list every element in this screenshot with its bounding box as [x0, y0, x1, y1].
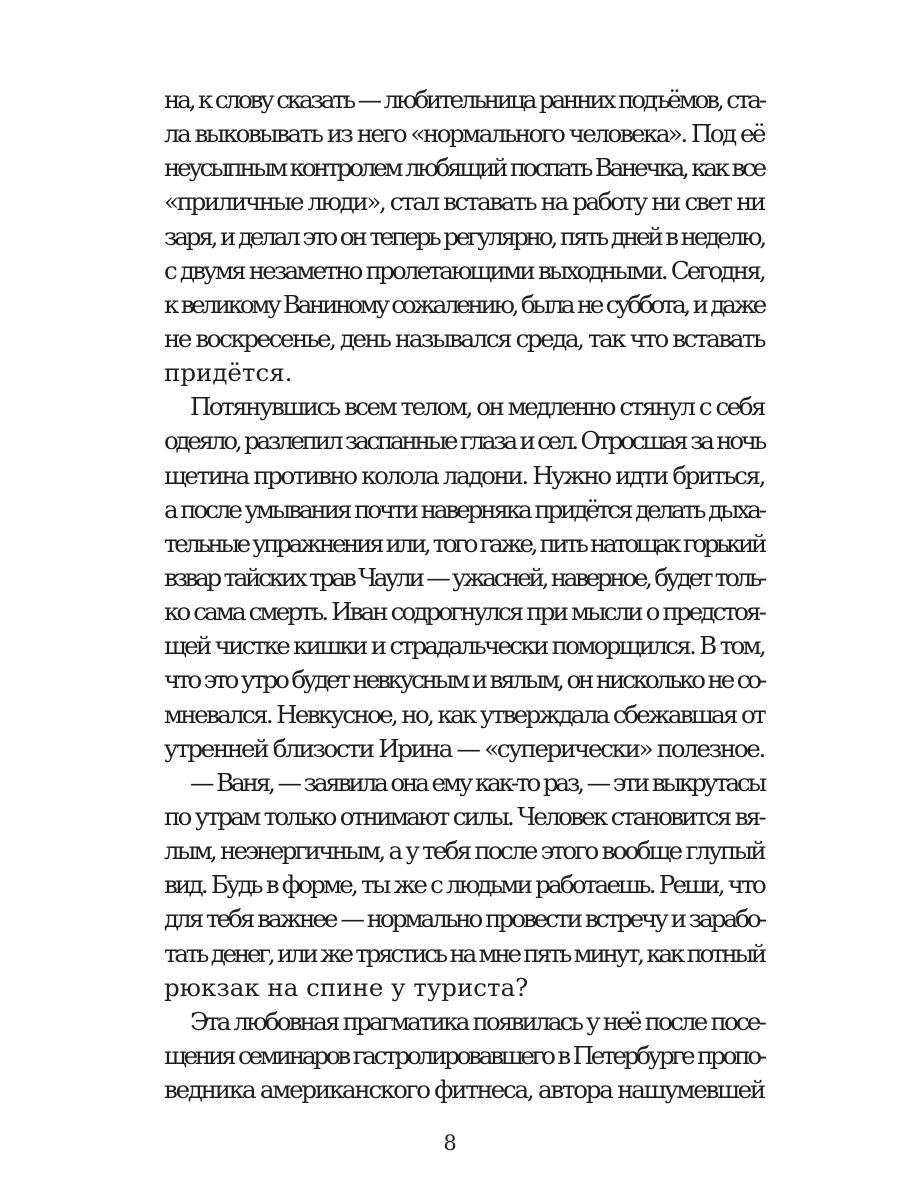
text-line: — Ваня, — заявила она ему как-то раз, — эти выкрутасы: [190, 767, 764, 797]
paragraph: [164, 390, 764, 766]
text-line: по утрам только отнимают силы. Человек становится вя-: [164, 801, 764, 831]
text-line: лым, неэнергичным, а у тебя после этого вообще глупый: [164, 836, 764, 866]
text-line: щетина противно колола ладони. Нужно идти бриться,: [164, 460, 764, 490]
text-line: к великому Ваниному сожалению, была не суббота, и даже: [164, 289, 764, 319]
text-line: ла выковывать из него «нормального человека». Под её: [164, 119, 764, 149]
text-line: щей чистке кишки и страдальчески поморщился. В том,: [164, 631, 764, 661]
text-line: неусыпным контролем любящий поспать Ванечка, как все: [164, 153, 764, 183]
text-line: с двумя незаметно пролетающими выходными. Сегодня,: [164, 255, 764, 285]
body-text: [164, 83, 764, 1107]
text-line: вид. Будь в форме, ты же с людьми работаешь. Реши, что: [164, 870, 764, 900]
text-line: не воскресенье, день назывался среда, так что вставать: [164, 323, 764, 353]
text-line: щения семинаров гастролировавшего в Петербурге пропо-: [164, 1040, 764, 1070]
paragraph: [164, 83, 764, 390]
text-line: на, к слову сказать — любительница ранних подъёмов, ста-: [164, 85, 764, 114]
text-line: рюкзак на спине у туриста?: [164, 972, 529, 1002]
text-line: заря, и делал это он теперь регулярно, пять дней в неделю,: [164, 221, 764, 251]
text-line: тельные упражнения или, того гаже, пить натощак горький: [164, 528, 764, 558]
text-line: одеяло, разлепил заспанные глаза и сел. Отросшая за ночь: [164, 426, 764, 456]
text-line: ведника американского фитнеса, автора нашумевшей: [164, 1075, 764, 1105]
text-line: а после умывания почти наверняка придётся делать дыха-: [164, 494, 764, 524]
text-line: взвар тайских трав Чаули — ужасней, наверное, будет толь-: [164, 562, 764, 592]
text-line: «приличные люди», стал вставать на работу ни свет ни: [164, 187, 764, 217]
page-number: 8: [443, 1131, 457, 1155]
text-line: утренней близости Ирина — «суперически» полезное.: [164, 733, 764, 763]
paragraph: [164, 1005, 764, 1107]
text-line: тать денег, или же трястись на мне пять минут, как потный: [164, 938, 764, 968]
paragraph: [164, 766, 764, 1005]
text-line: мневался. Невкусное, но, как утверждала сбежавшая от: [164, 699, 764, 729]
text-line: Потянувшись всем телом, он медленно стянул с себя: [190, 392, 764, 422]
text-line: Эта любовная прагматика появилась у неё после посе-: [190, 1006, 764, 1036]
text-line: придётся.: [164, 358, 293, 388]
text-line: что это утро будет невкусным и вялым, он нисколько не со-: [164, 665, 764, 695]
text-line: для тебя важнее — нормально провести встречу и зарабо-: [164, 904, 764, 934]
text-line: ко сама смерть. Иван содрогнулся при мысли о предстоя-: [164, 597, 764, 627]
